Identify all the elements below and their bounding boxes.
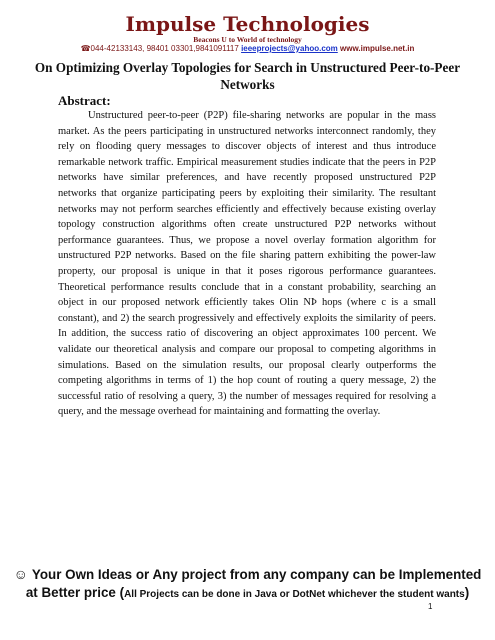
telephone-icon: ☎ — [80, 44, 91, 53]
contact-line — [0, 44, 495, 54]
page-number: 1 — [428, 602, 433, 611]
abstract-heading: Abstract: — [58, 93, 111, 108]
promo-line-1-text: Your Own Ideas or Any project from any company can be Implemented — [31, 567, 482, 582]
email-link[interactable]: ieeeprojects@yahoo.com — [241, 44, 338, 53]
company-name: Impulse Technologies — [125, 12, 370, 36]
smiley-icon: ☺ — [13, 566, 28, 582]
promo-line-2-start: at Better price ( — [25, 585, 125, 600]
website-link[interactable]: www.impulse.net.in — [340, 44, 415, 53]
promo-line-1 — [0, 565, 495, 584]
abstract-text: Unstructured peer-to-peer (P2P) file-sharing networks are popular in the mass market. As the peers participating in unstructured networks interconnect randomly, they rely on flooding query messages to discover objects of interest and thus introduce remarkable network traffic. Empirical measurement studies indicate that the peers in P2P networks have similar preferences, and have recently proposed unstructured P2P networks that organize participating peers by exploiting their similarity. The resultant networks may not perform searches efficiently and effectively because existing overlay topology construction algorithms often create unstructured P2P networks without performance guarantees. Thus, we propose a novel overlay formation algorithm for unstructured P2P networks. Based on the file sharing pattern exhibiting the power-law property, our proposal is unique in that it poses rigorous performance guarantees. Theoretical performance results conclude that in a constant probability, searching an object in our proposed network efficiently takes Olin NÞ hops (where c is a small constant), and 2) the search progressively and effectively exploits the similarity of peers. In addition, the success ratio of discovering an object approximates 100 percent. We validate our theoretical analysis and compare our proposal to competing algorithms in simulations. Based on the simulation results, our proposal clearly outperforms the competing algorithms in terms of 1) the hop count of routing a query message, 2) the successful ratio of resolving a query, 3) the number of messages required for resolving a query, and the message overhead for maintaining and formatting the overlay. — [58, 110, 436, 418]
phone-numbers: 044-42133143, 98401 03301,9841091117 — [90, 44, 239, 53]
promo-line-2-note: All Projects can be done in Java or DotNet whichever the student wants — [124, 589, 465, 600]
paper-title: On Optimizing Overlay Topologies for Search in Unstructured Peer-to-Peer Networks — [34, 60, 461, 92]
promo-line-2 — [0, 584, 495, 604]
promo-line-2-end: ) — [464, 585, 470, 600]
promo-banner — [0, 565, 495, 604]
company-tagline: Beacons U to World of technology — [193, 35, 302, 44]
